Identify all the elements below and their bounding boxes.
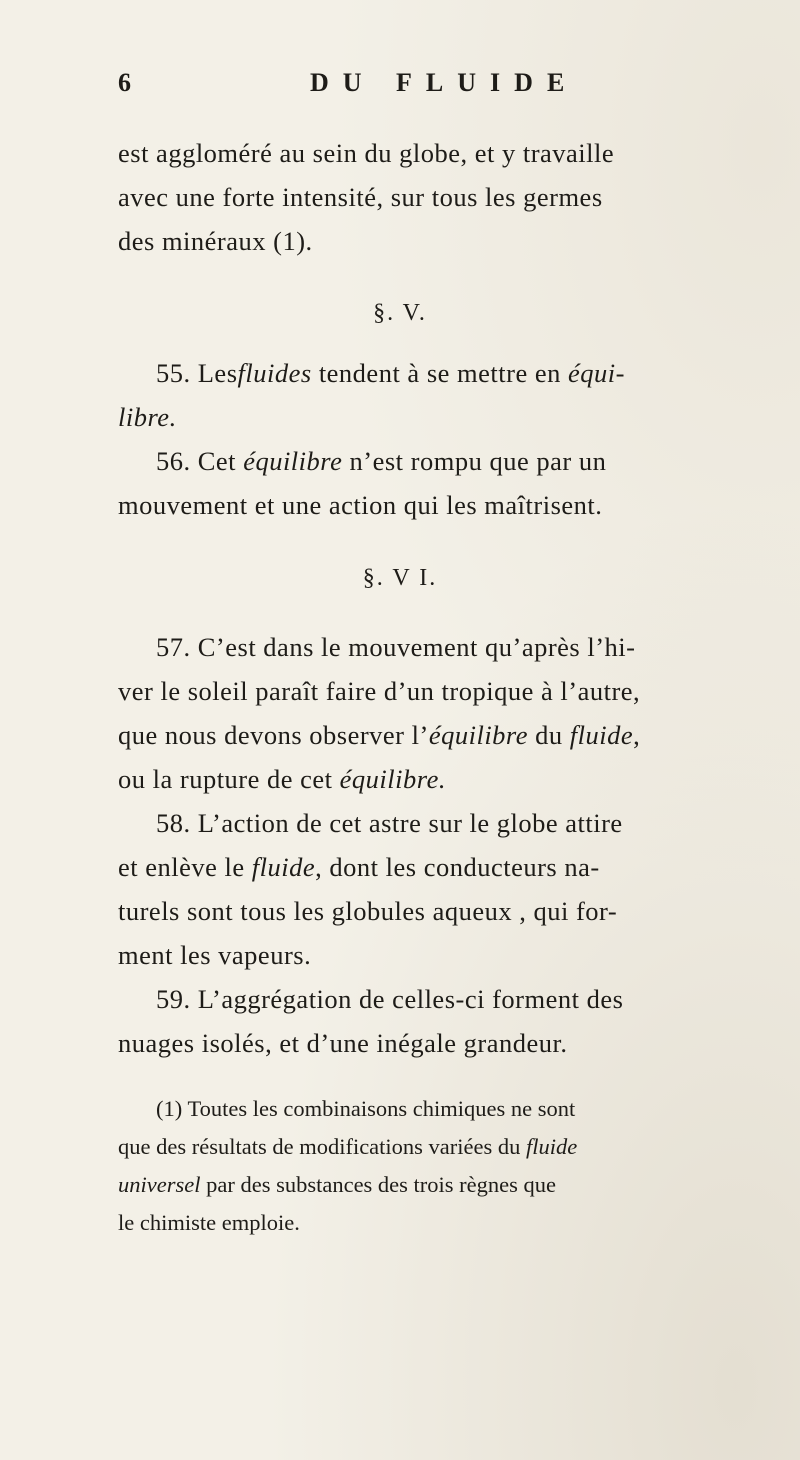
section-heading-vi: §. V I. [362,565,438,591]
body-line-1 [118,138,698,169]
body-line-3 [118,226,698,257]
text: 58. L’action de cet astre sur le globe attire [156,808,623,838]
italic-term: fluide [569,720,634,750]
paragraph-57-line-4 [118,764,698,795]
footnote-line-1 [118,1096,698,1122]
text: n’est rompu que par un [349,446,607,476]
italic-term: équilibre [243,446,343,476]
body-text: des minéraux (1). [118,226,313,256]
paragraph-57-line-2 [118,676,698,707]
italic-term: libre. [118,402,177,432]
paragraph-57-line-3 [118,720,698,751]
paragraph-58-line-1 [118,808,698,839]
footnote-line-3 [118,1172,698,1198]
footnote-line-4 [118,1210,698,1236]
italic-term: fluides [237,358,312,388]
text: ver le soleil paraît faire d’un tropique à l’autre, [118,676,641,706]
body-line-2 [118,182,698,213]
paragraph-59-line-1 [118,984,698,1015]
text: tendent à se mettre en [318,358,561,388]
page-number: 6 [118,68,131,97]
text: et enlève le [118,852,245,882]
paragraph-55-line-2 [118,402,698,433]
italic-term: fluide [526,1134,578,1159]
italic-term: universel [118,1172,201,1197]
body-text: avec une forte intensité, sur tous les germes [118,182,603,212]
text: que nous devons observer l’ [118,720,429,750]
paragraph-58-line-4 [118,940,698,971]
text: du [535,720,563,750]
paragraph-55-line-1 [118,358,698,389]
paragraph-58-line-3 [118,896,698,927]
paragraph-57-line-1 [118,632,698,663]
text: , [633,720,641,750]
text: turels sont tous les globules aqueux , qui for- [118,896,618,926]
text: 59. L’aggrégation de celles-ci forment des [156,984,624,1014]
paragraph-number: 56. [156,446,191,476]
footnote-line-2 [118,1134,698,1160]
footnote-text: par des substances des trois règnes que [206,1172,557,1197]
text: ou la rupture de cet [118,764,333,794]
paragraph-56-line-2 [118,490,698,521]
italic-term: équilibre. [339,764,446,794]
running-title: DU FLUIDE [310,68,579,97]
text: 57. C’est dans le mouvement qu’après l’hi- [156,632,636,662]
footnote-text: le chimiste emploie. [118,1210,300,1235]
body-text: est aggloméré au sein du globe, et y travaille [118,138,615,168]
italic-term: équilibre [428,720,529,750]
section-heading-v: §. V. [373,300,427,326]
text: ment les vapeurs. [118,940,312,970]
paragraph-56-line-1 [118,446,698,477]
text: , dont les conducteurs na- [315,852,600,882]
italic-term: fluide [251,852,316,882]
text: nuages isolés, et d’une inégale grandeur. [118,1028,568,1058]
italic-term: équi- [567,358,625,388]
text: Les [197,358,238,388]
footnote-text: que des résultats de modifications variées du [118,1134,521,1159]
text: mouvement et une action qui les maîtrisent. [118,490,603,520]
paragraph-59-line-2 [118,1028,698,1059]
paragraph-58-line-2 [118,852,698,883]
running-head [118,68,638,108]
footnote-text: (1) Toutes les combinaisons chimiques ne sont [156,1096,576,1121]
text: Cet [197,446,237,476]
paragraph-number: 55. [156,358,191,388]
